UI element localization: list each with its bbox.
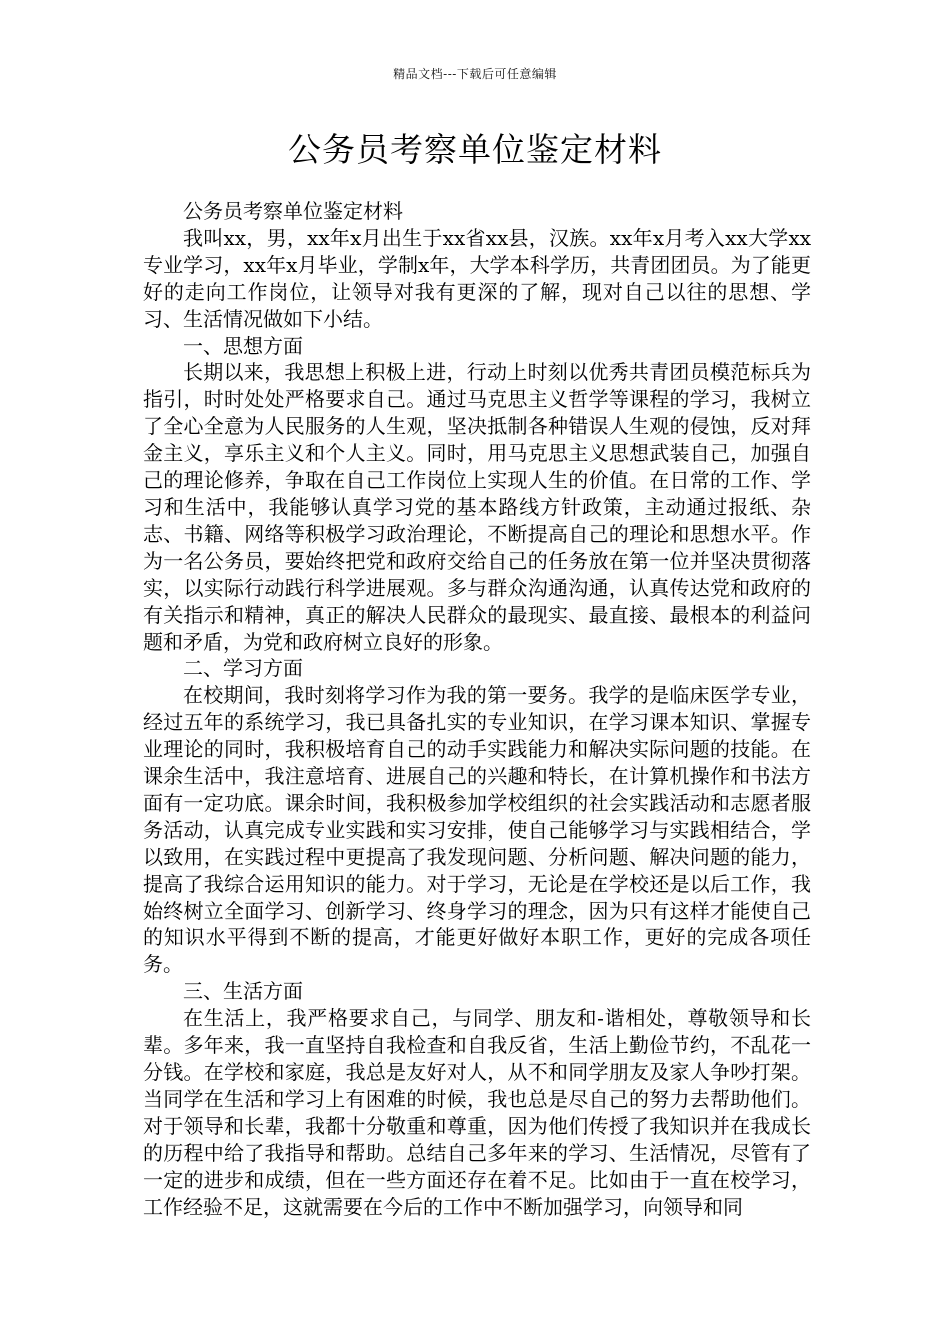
section-heading: 一、思想方面: [183, 333, 303, 358]
section-heading: 二、学习方面: [183, 656, 303, 681]
body-paragraph: 公务员考察单位鉴定材料: [183, 199, 403, 223]
document-body: [143, 198, 811, 1220]
body-paragraph: 长期以来，我思想上积极上进，行动上时刻以优秀共青团员模范标兵为指引，时时处处严格要求自己。通过马克思主义哲学等课程的学习，我树立了全心全意为人民服务的人生观，坚决抵制各种错误人生观的侵蚀，反对拜金主义，享乐主义和个人主义。同时，用马克思主义思想武装自己，加强自己的理论修养，争取在自己工作岗位上实现人生的价值。在日常的工作、学习和生活中，我能够认真学习党的基本路线方针政策，主动通过报纸、杂志、书籍、网络等积极学习政治理论，不断提高自己的理论和思想水平。作为一名公务员，要始终把党和政府交给自己的任务放在第一位并坚决贯彻落实，以实际行动践行科学进展观。多与群众沟通沟通，认真传达党和政府的有关指示和精神，真正的解决人民群众的最现实、最直接、最根本的利益问题和矛盾，为党和政府树立良好的形象。: [143, 360, 811, 654]
body-paragraph: 在校期间，我时刻将学习作为我的第一要务。我学的是临床医学专业，经过五年的系统学习，我已具备扎实的专业知识，在学习课本知识、掌握专业理论的同时，我积极培育自己的动手实践能力和解决实际问题的技能。在课余生活中，我注意培育、进展自己的兴趣和特长，在计算机操作和书法方面有一定功底。课余时间，我积极参加学校组织的社会实践活动和志愿者服务活动，认真完成专业实践和实习安排，使自己能够学习与实践相结合，学以致用，在实践过程中更提高了我发现问题、分析问题、解决问题的能力，提高了我综合运用知识的能力。对于学习，无论是在学校还是以后工作，我始终树立全面学习、创新学习、终身学习的理念，因为只有这样才能使自己的知识水平得到不断的提高，才能更好做好本职工作，更好的完成各项任务。: [143, 683, 811, 977]
body-paragraph: 我叫xx，男，xx年x月出生于xx省xx县，汉族。xx年x月考入xx大学xx专业学习，xx年x月毕业，学制x年，大学本科学历，共青团团员。为了能更好的走向工作岗位，让领导对我有更深的了解，现对自己以往的思想、学习、生活情况做如下小结。: [143, 225, 811, 331]
body-paragraph: 在生活上，我严格要求自己，与同学、朋友和-谐相处，尊敬领导和长辈。多年来，我一直坚持自我检查和自我反省，生活上勤俭节约，不乱花一分钱。在学校和家庭，我总是友好对人，从不和同学朋友及家人争吵打架。当同学在生活和学习上有困难的时候，我也总是尽自己的努力去帮助他们。对于领导和长辈，我都十分敬重和尊重，因为他们传授了我知识并在我成长的历程中给了我指导和帮助。总结自己多年来的学习、生活情况，尽管有了一定的进步和成绩，但在一些方面还存在着不足。比如由于一直在校学习，工作经验不足，这就需要在今后的工作中不断加强学习，向领导和同: [143, 1006, 811, 1219]
header-note: 精品文档---下载后可任意编辑: [393, 67, 557, 81]
document-title: 公务员考察单位鉴定材料: [288, 130, 662, 169]
section-heading: 三、生活方面: [183, 979, 303, 1004]
